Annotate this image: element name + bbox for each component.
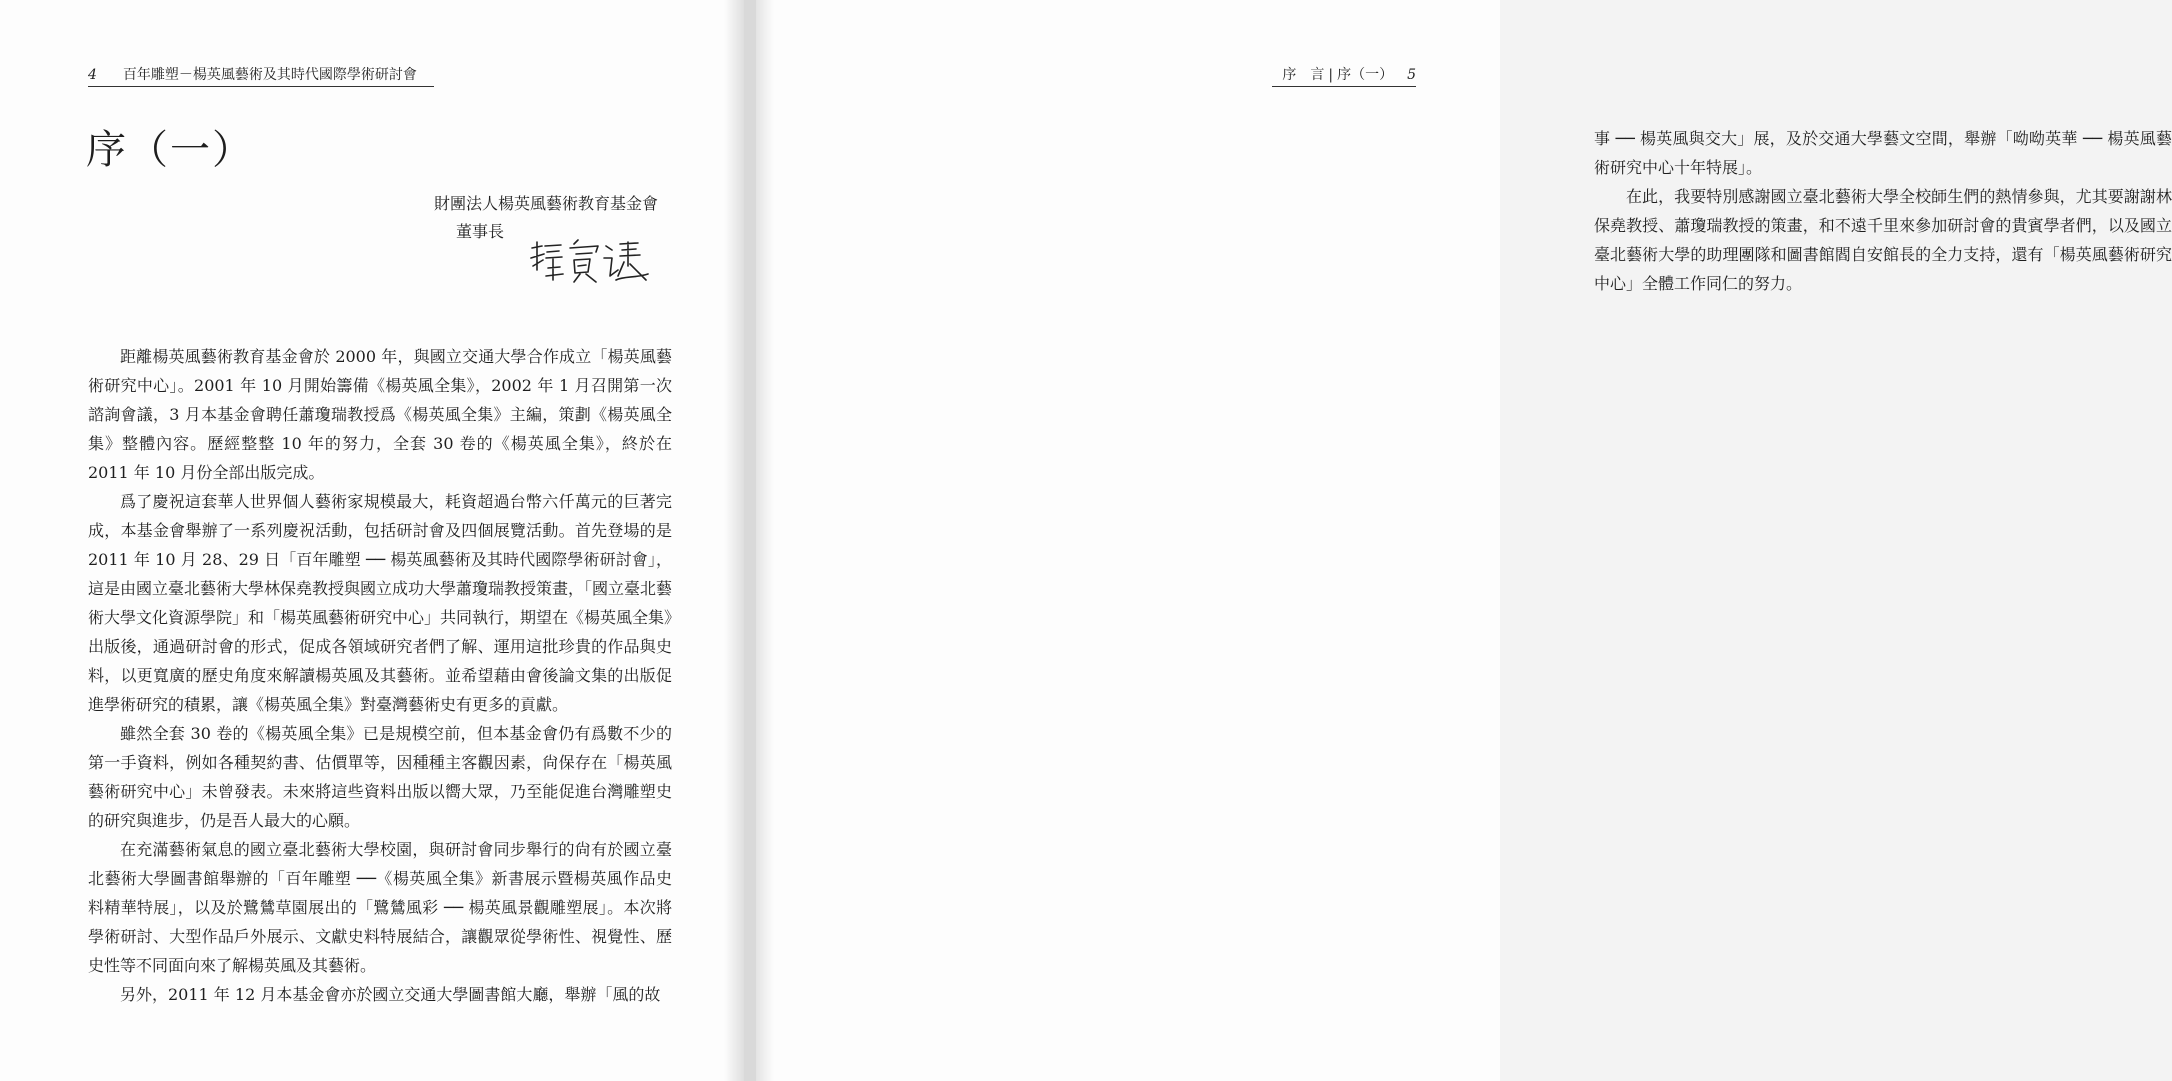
left-running-head-title: 百年雕塑－楊英風藝術及其時代國際學術研討會: [122, 67, 417, 83]
paragraph: 另外，2011 年 12 月本基金會亦於國立交通大學圖書館大廳，舉辦「風的故: [120, 985, 661, 1004]
gutter-shadow-right: [756, 0, 774, 1081]
paragraph: 在此，我要特別感謝國立臺北藝術大學全校師生們的熱情參與，尤其要謝謝林保堯教授、蕭瓊瑞教授的策畫，和不遠千里來參加研討會的貴賓學者們，以及國立臺北藝術大學的助理團隊和圖書館閻自安館長的全力支持，還有「楊英風藝術研究中心」全體工作同仁的努力。: [1594, 187, 2172, 293]
left-page: [0, 0, 744, 1081]
chapter-title: 序（一）: [86, 127, 254, 173]
left-body-text: [88, 342, 672, 1009]
attribution-role: 董事長: [456, 222, 505, 241]
left-page-number: 4: [88, 67, 97, 83]
right-page: [756, 0, 2172, 1081]
left-running-head: [88, 66, 434, 87]
right-page-number: 5: [1407, 67, 1416, 83]
gutter-shadow-left: [724, 0, 744, 1081]
paragraph: 在充滿藝術氣息的國立臺北藝術大學校園，與研討會同步舉行的尙有於國立臺北藝術大學圖書館舉辦的「百年雕塑 ──《楊英風全集》新書展示暨楊英風作品史料精華特展」，以及於鷺鷥草園展出的「鷺鷥風彩 ── 楊英風景觀雕塑展」。本次將學術研討、大型作品戶外展示、文獻史料特展結合，讓觀眾從學術性、視覺性、歷史性等不同面向來了解楊英風及其藝術。: [88, 840, 672, 975]
right-running-head-section: 序 言: [1282, 67, 1325, 83]
book-gutter: [744, 0, 756, 1081]
paragraph-continued: 事 ── 楊英風與交大」展，及於交通大學藝文空間，舉辦「呦呦英華 ── 楊英風藝術研究中心十年特展」。: [1594, 129, 2172, 177]
right-running-head: [1272, 66, 1416, 87]
paragraph: 距離楊英風藝術教育基金會於 2000 年，與國立交通大學合作成立「楊英風藝術研究中心」。2001 年 10 月開始籌備《楊英風全集》，2002 年 1 月召開第一次諮詢會議，3 月本基金會聘任蕭瓊瑞教授爲《楊英風全集》主編，策劃《楊英風全集》整體內容。歷經整整 10 年的努力，全套 30 卷的《楊英風全集》，終於在 2011 年 10 月份全部出版完成。: [88, 347, 672, 482]
paragraph: 雖然全套 30 卷的《楊英風全集》已是規模空前，但本基金會仍有爲數不少的第一手資料，例如各種契約書、估價單等，因種種主客觀因素，尙保存在「楊英風藝術研究中心」未曾發表。未來將這些資料出版以嚮大眾，乃至能促進台灣雕塑史的研究與進步，仍是吾人最大的心願。: [88, 724, 672, 830]
running-head-separator: |: [1328, 67, 1334, 83]
attribution-organization: 財團法人楊英風藝術教育基金會: [434, 194, 659, 213]
signature-image: [528, 236, 650, 288]
right-running-head-chapter: 序（一）: [1337, 67, 1394, 83]
right-body-text: [1594, 124, 2172, 298]
paragraph: 爲了慶祝這套華人世界個人藝術家規模最大，耗資超過台幣六仟萬元的巨著完成，本基金會舉辦了一系列慶祝活動，包括研討會及四個展覽活動。首先登場的是 2011 年 10 月 28、29 日「百年雕塑 ── 楊英風藝術及其時代國際學術研討會」，這是由國立臺北藝術大學林保堯教授與國立成功大學蕭瓊瑞教授策畫，「國立臺北藝術大學文化資源學院」和「楊英風藝術研究中心」共同執行，期望在《楊英風全集》出版後，通過研討會的形式，促成各領域研究者們了解、運用這批珍貴的作品與史料，以更寬廣的歷史角度來解讀楊英風及其藝術。並希望藉由會後論文集的出版促進學術研究的積累，讓《楊英風全集》對臺灣藝術史有更多的貢獻。: [88, 492, 673, 714]
